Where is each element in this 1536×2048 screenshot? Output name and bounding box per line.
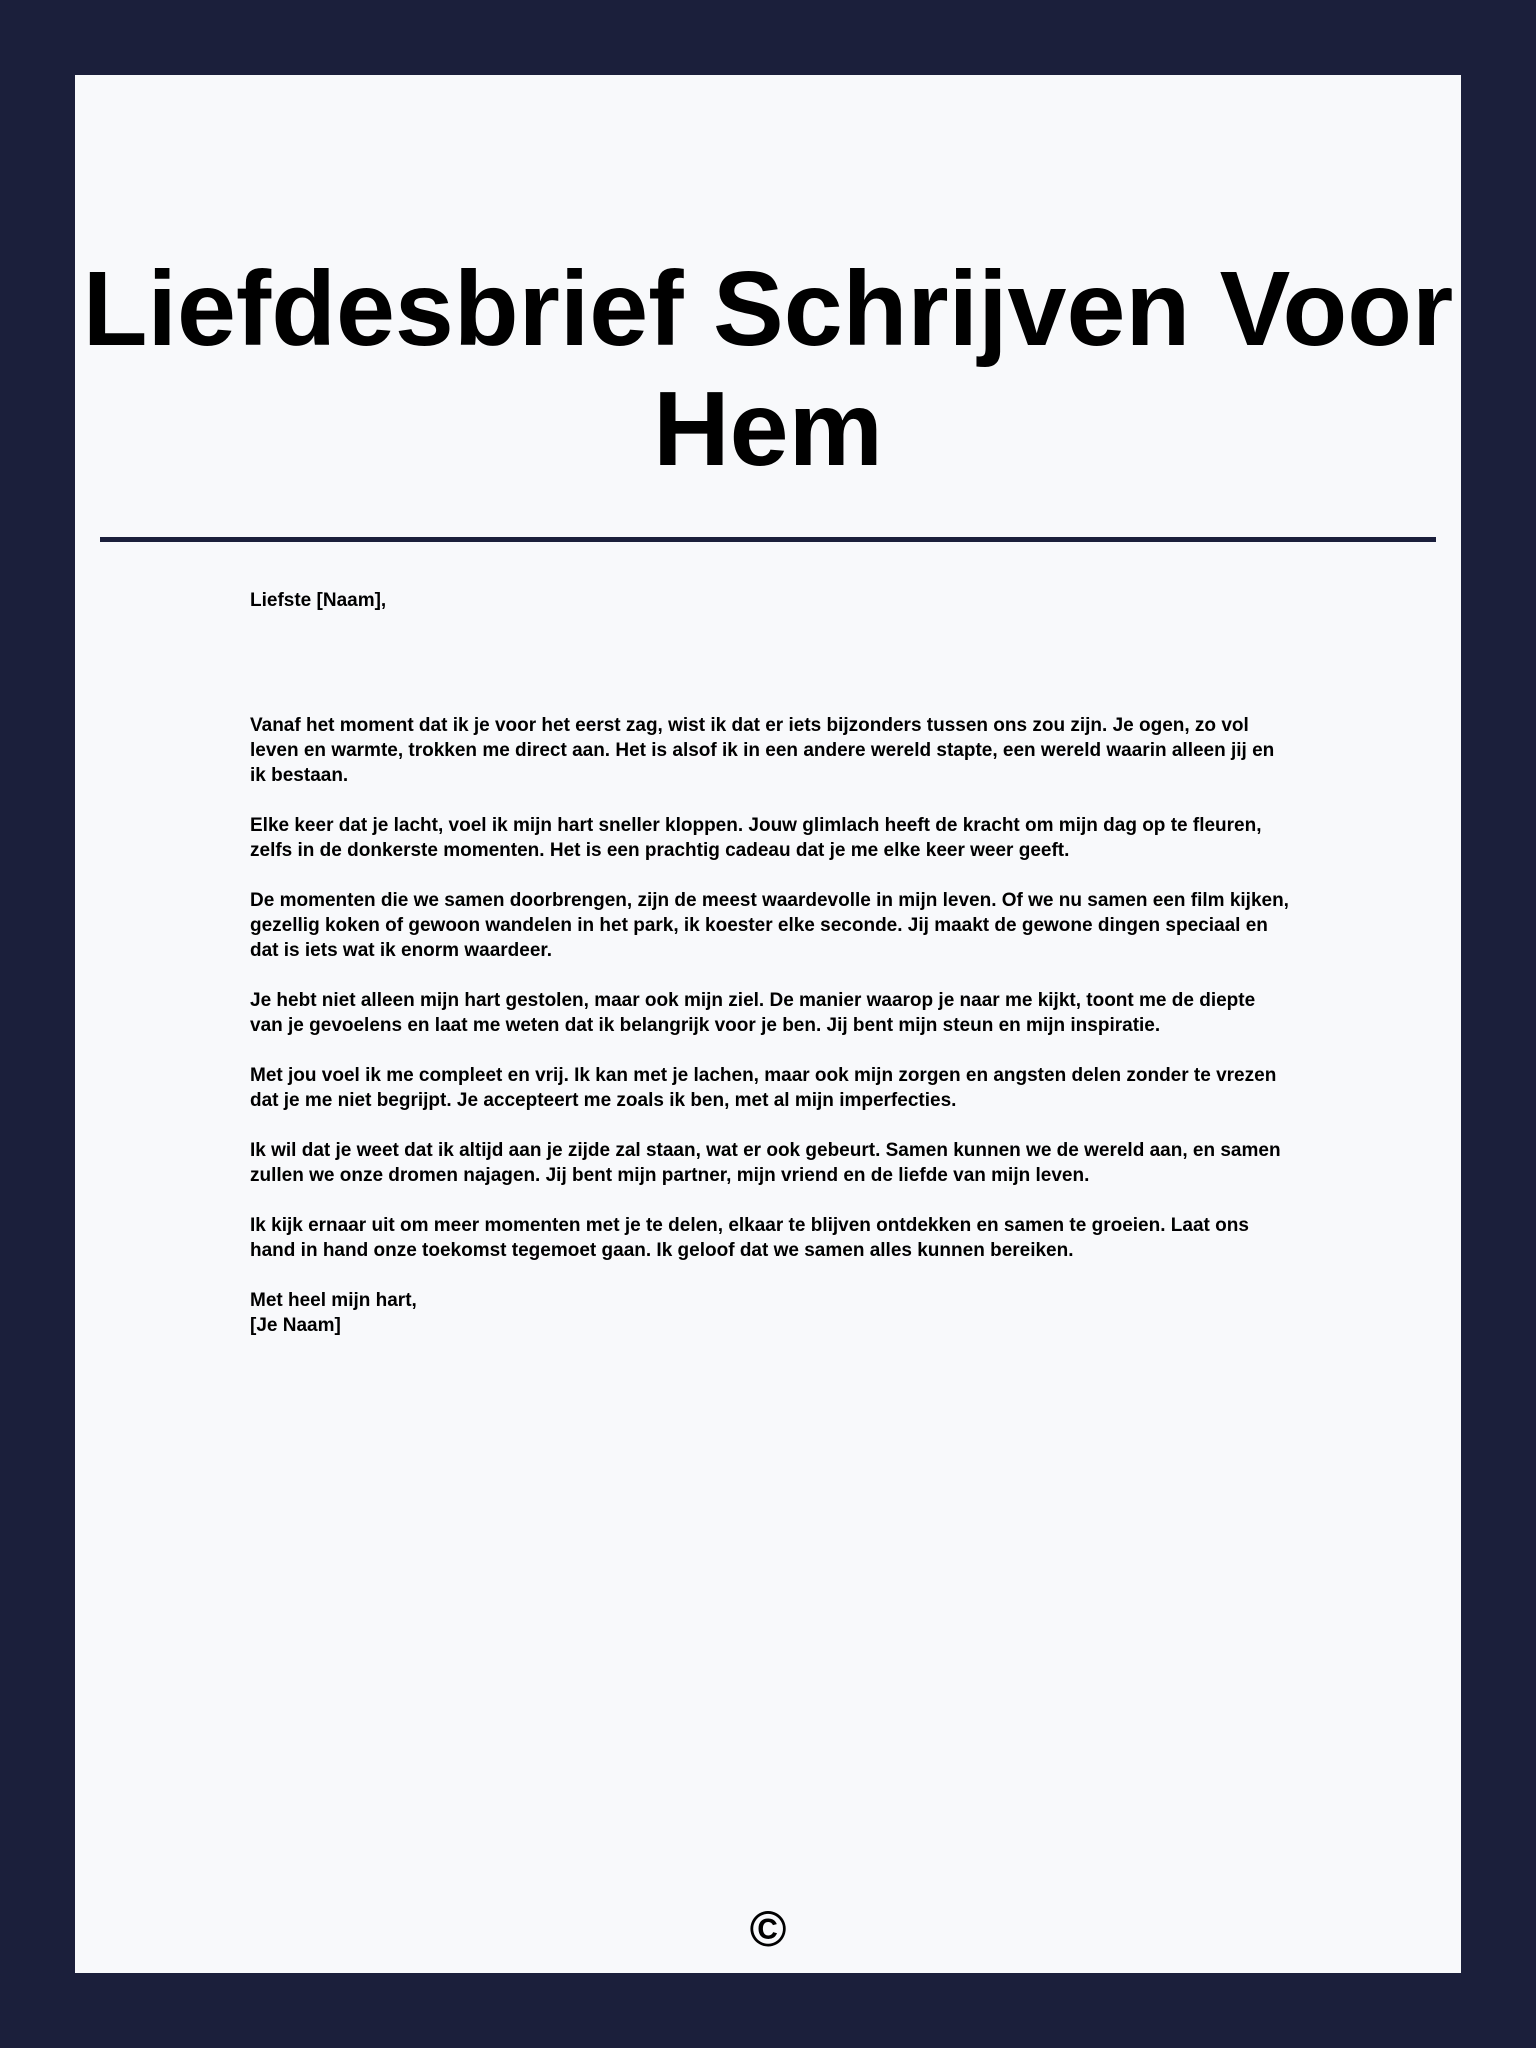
- letter-closing: Met heel mijn hart,: [250, 1290, 417, 1311]
- letter-signature: [Je Naam]: [250, 1315, 341, 1336]
- letter-paragraph: De momenten die we samen doorbrengen, zijn de meest waardevolle in mijn leven. Of we nu samen een film kijken, gezellig koken of gewoon wandelen in het park, ik koester elke seconde. Jij maakt de gewone dingen speciaal en dat is iets wat ik enorm waardeer.: [250, 890, 1289, 961]
- letter-paragraph: Ik kijk ernaar uit om meer momenten met je te delen, elkaar te blijven ontdekken en samen te groeien. Laat ons hand in hand onze toekomst tegemoet gaan. Ik geloof dat we samen alles kunnen bereiken.: [250, 1215, 1249, 1261]
- letter-body: [250, 588, 1290, 1338]
- title-divider: [100, 537, 1436, 542]
- letter-paragraph: Vanaf het moment dat ik je voor het eerst zag, wist ik dat er iets bijzonders tussen ons zou zijn. Je ogen, zo vol leven en warmte, trokken me direct aan. Het is alsof ik in een andere wereld stapte, een wereld waarin alleen jij en ik bestaan.: [250, 715, 1275, 786]
- letter-paragraph: Je hebt niet alleen mijn hart gestolen, maar ook mijn ziel. De manier waarop je naar me kijkt, toont me de diepte van je gevoelens en laat me weten dat ik belangrijk voor je ben. Jij bent mijn steun en mijn inspiratie.: [250, 990, 1256, 1036]
- letter-paragraph: Met jou voel ik me compleet en vrij. Ik kan met je lachen, maar ook mijn zorgen en angsten delen zonder te vrezen dat je me niet begrijpt. Je accepteert me zoals ik ben, met al mijn imperfecties.: [250, 1065, 1277, 1111]
- document-page: [75, 75, 1461, 1973]
- letter-paragraph: Elke keer dat je lacht, voel ik mijn hart sneller kloppen. Jouw glimlach heeft de kracht om mijn dag op te fleuren, zelfs in de donkerste momenten. Het is een prachtig cadeau dat je me elke keer weer geeft.: [250, 815, 1262, 861]
- letter-salutation: Liefste [Naam],: [250, 590, 387, 611]
- letter-paragraph: Ik wil dat je weet dat ik altijd aan je zijde zal staan, wat er ook gebeurt. Samen kunnen we de wereld aan, en samen zullen we onze dromen najagen. Jij bent mijn partner, mijn vriend en de liefde van mijn leven.: [250, 1140, 1281, 1186]
- page-title: Liefdesbrief Schrijven Voor Hem: [82, 250, 1454, 488]
- copyright-symbol: ©: [749, 1901, 787, 1957]
